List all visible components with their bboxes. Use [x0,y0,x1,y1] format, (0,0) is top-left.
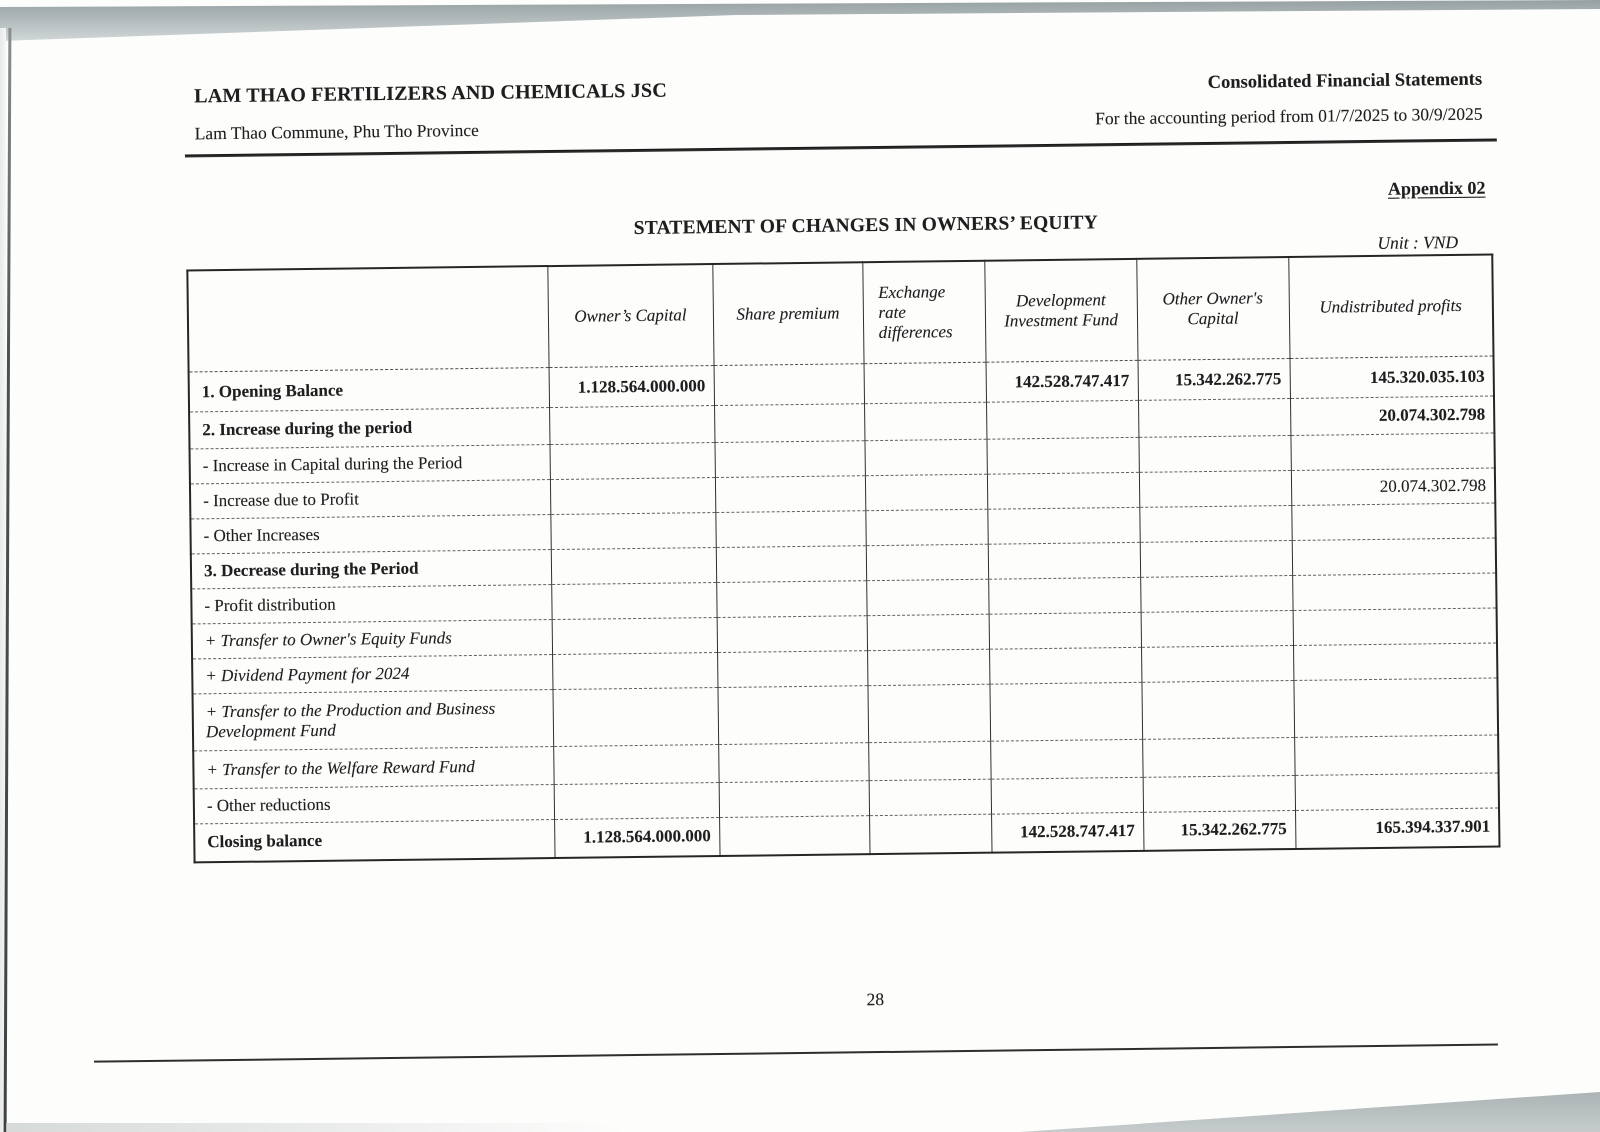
value-cell [986,400,1138,439]
value-cell [1141,610,1293,647]
value-cell [869,779,991,815]
letterhead-left [194,80,667,145]
value-cell [554,783,719,820]
value-cell [867,649,989,685]
value-cell [1143,775,1295,812]
value-cell [988,577,1140,614]
value-cell [549,443,714,480]
row-label-cell: - Other reductions [194,785,554,824]
report-period: For the accounting period from 01/7/2025 to 30/9/2025 [1095,103,1483,129]
column-header: Other Owner's Capital [1136,257,1289,360]
value-cell [987,472,1139,509]
value-cell [1294,735,1498,775]
value-cell [988,542,1140,579]
value-cell [867,684,990,742]
value-cell [1141,680,1294,739]
value-cell [715,511,865,548]
value-cell [868,741,990,780]
letterhead [194,70,1483,145]
column-header: Exchange rate differences [862,261,985,364]
value-cell [1138,399,1290,438]
value-cell: 15.342.262.775 [1143,810,1295,850]
row-label-cell: - Other Increases [190,515,550,554]
value-cell [989,647,1141,684]
value-cell: 1.128.564.000.000 [549,366,714,408]
row-label-cell: + Dividend Payment for 2024 [192,655,552,694]
value-cell [989,682,1142,741]
equity-table-header [187,255,1493,372]
value-cell [717,651,867,688]
value-cell: 15.342.262.775 [1138,359,1290,401]
report-type: Consolidated Financial Statements [1207,69,1483,93]
value-cell: 142.528.747.417 [991,812,1143,852]
letterhead-right [1095,70,1483,130]
row-label-cell: 3. Decrease during the Period [191,550,551,589]
value-cell [865,474,987,510]
value-cell: 165.394.337.901 [1295,808,1499,848]
header-row [187,255,1493,372]
value-cell [865,509,987,545]
value-cell [989,612,1141,649]
value-cell [1291,503,1495,540]
value-cell [551,548,716,585]
value-cell [719,781,869,818]
value-cell [1292,573,1496,610]
value-cell [550,478,715,515]
value-cell [1293,643,1497,680]
value-cell [718,743,868,783]
value-cell [551,583,716,620]
value-cell [714,404,864,443]
row-label-cell: 2. Increase during the period [189,408,549,449]
value-cell [1140,575,1292,612]
value-cell [553,745,718,785]
company-address: Lam Thao Commune, Phu Tho Province [194,119,479,144]
row-label-cell: + Transfer to the Production and Business Development Fund [193,690,554,751]
value-cell: 20.074.302.798 [1290,396,1494,435]
value-cell [991,777,1143,814]
value-cell [1140,540,1292,577]
row-label-cell: - Profit distribution [191,585,551,624]
row-label-cell: + Transfer to the Welfare Reward Fund [193,747,553,789]
value-cell [987,507,1139,544]
value-cell [986,437,1138,474]
value-cell [867,614,989,650]
value-cell [864,402,986,440]
value-cell [717,686,868,745]
value-cell [869,814,991,853]
value-cell: 145.320.035.103 [1290,356,1494,398]
value-cell [1295,773,1499,810]
value-cell: 1.128.564.000.000 [554,818,719,858]
value-cell [549,406,714,445]
value-cell [864,362,986,403]
value-cell [1138,435,1290,472]
corner-header-cell [187,266,548,372]
value-cell [715,476,865,513]
value-cell: 142.528.747.417 [986,360,1138,402]
value-cell: 20.074.302.798 [1291,468,1495,505]
appendix-label: Appendix 02 [1387,177,1486,199]
value-cell [716,581,866,618]
value-cell [990,739,1142,779]
value-cell [866,544,988,580]
equity-table [186,254,1500,863]
row-label-cell: 1. Opening Balance [201,380,344,401]
value-cell [1139,470,1291,507]
row-label-cell: + Transfer to Owner's Equity Funds [192,620,552,659]
equity-table-body [189,356,1500,862]
company-name: LAM THAO FERTILIZERS AND CHEMICALS JSC [194,79,668,108]
value-cell [1292,538,1496,575]
value-cell [714,441,864,478]
page-number: 28 [866,989,885,1010]
value-cell [1139,505,1291,542]
value-cell [1293,678,1498,737]
footer-rule [94,1044,1498,1063]
value-cell [1290,433,1494,470]
value-cell [1293,608,1497,645]
document-title: STATEMENT OF CHANGES IN OWNERS’ EQUITY [633,212,1099,240]
column-header: Share premium [712,262,863,365]
value-cell [552,688,718,747]
column-header: Owner’s Capital [547,264,713,368]
column-header: Development Investment Fund [984,259,1137,362]
value-cell [552,618,717,655]
unit-label: Unit : VND [1377,231,1459,253]
value-cell [552,653,717,690]
value-cell [864,439,986,475]
value-cell [716,546,866,583]
value-cell [719,816,869,856]
column-header: Undistributed profits [1288,255,1493,359]
value-cell [717,616,867,653]
value-cell [866,579,988,615]
row-label-cell: Closing balance [194,820,554,862]
row-label-cell: - Increase in Capital during the Period [190,445,550,484]
row-label-cell: - Increase due to Profit [190,480,550,519]
value-cell [1141,645,1293,682]
value-cell [1142,737,1294,777]
value-cell [550,513,715,550]
value-cell [714,364,864,406]
